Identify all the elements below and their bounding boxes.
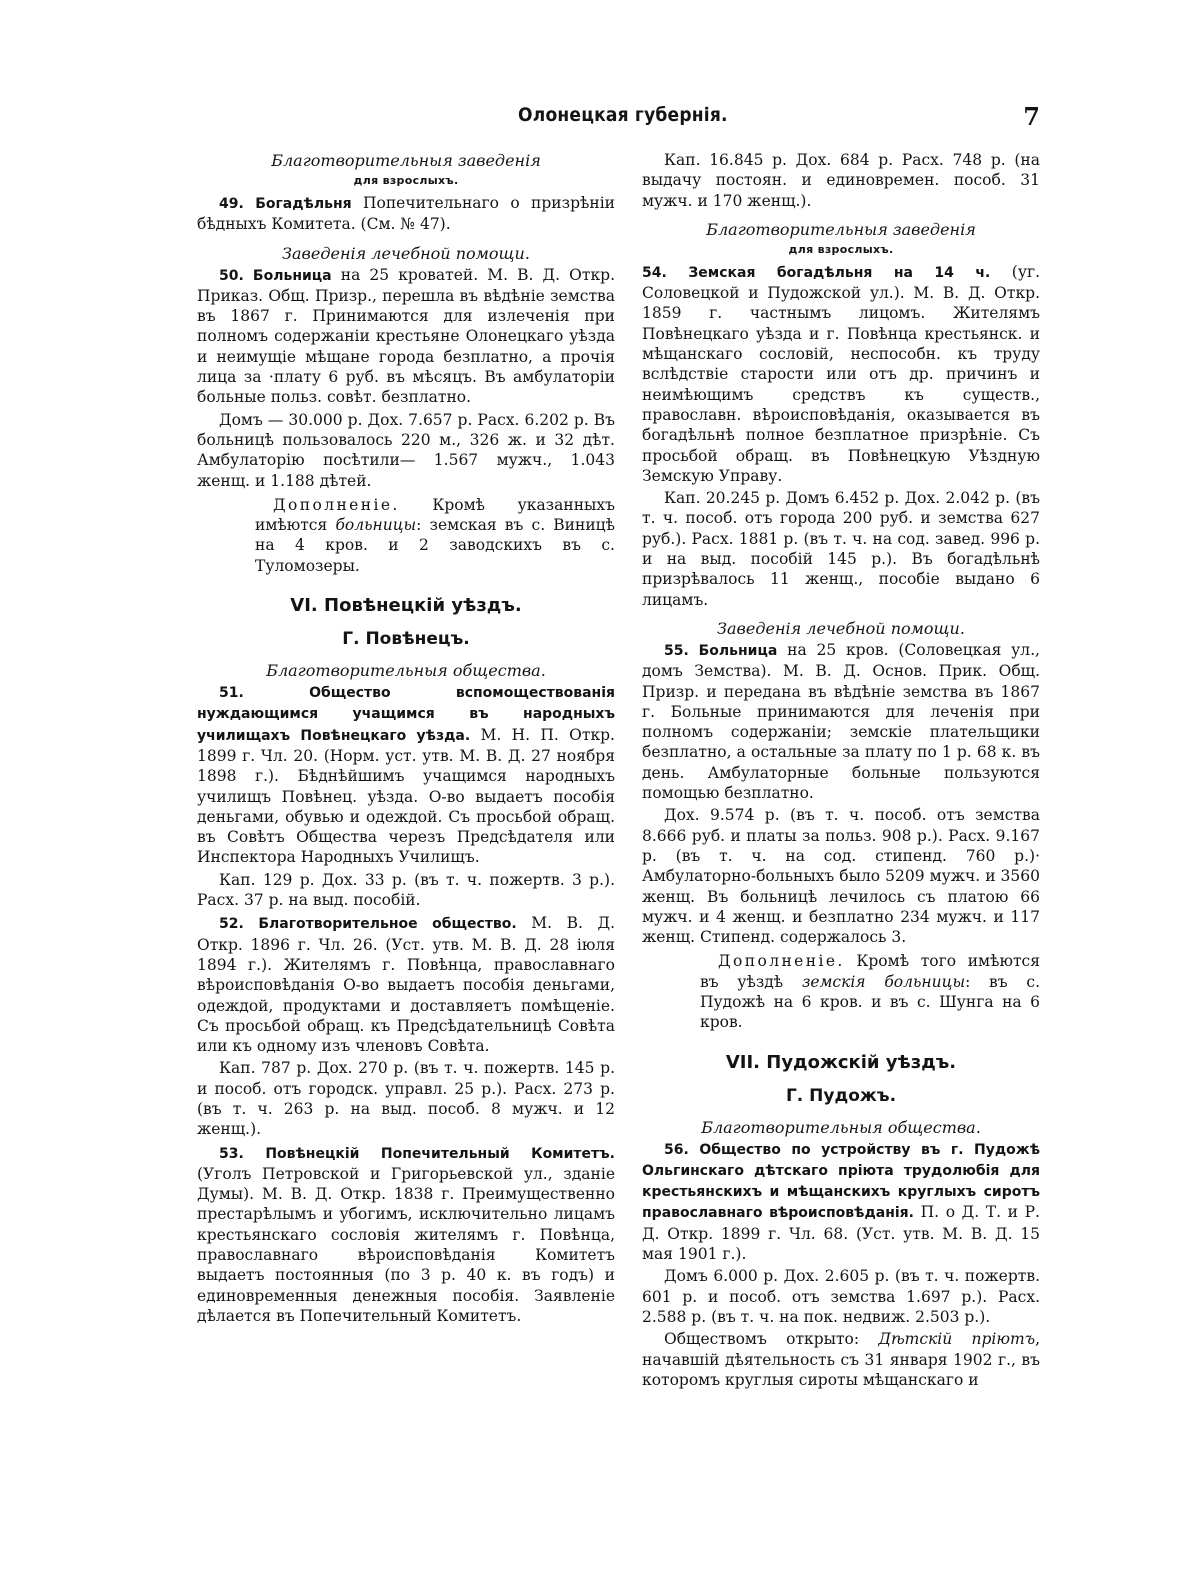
entry-finances: Кап. 20.245 р. Домъ 6.452 р. Дох. 2.042 р. (въ т. ч. пособ. отъ города 200 руб. и земства 627 руб.). Расх. 1881 р. (въ т. ч. на сод. завед. 996 р. и на выд. пособій 145 р.). Въ богадѣльнѣ призрѣвалось 11 женщ., пособіе выдано 6 лицамъ. — [642, 489, 1040, 609]
entry-finances: Кап. 129 р. Дох. 33 р. (въ т. ч. пожертв. 3 р.). Расх. 37 р. на выд. пособій. — [197, 870, 615, 910]
running-header — [200, 104, 1040, 136]
city-heading: Г. Пудожъ. — [785, 1085, 897, 1106]
section-subheading: для взрослыхъ. — [353, 174, 459, 187]
entry-finances: Домъ 6.000 р. Дох. 2.605 р. (въ т. ч. пожертв. 601 р. и пособ. отъ земства 1.697 р.). Расх. 2.588 р. (въ т. ч. на пок. недвиж. 2.503 р.). — [642, 1267, 1040, 1326]
entry-opened-institution — [642, 1329, 1040, 1390]
entry-number: 49. — [219, 196, 244, 212]
entry-text: (уг. Соловецкой и Пудожской ул.). М. В. Д. Откр. 1859 г. частнымъ лицомъ. Жителямъ Повѣнецкаго уѣзда и г. Повѣнца крестьянск. и мѣщанскаго сословій, неспособн. къ труду вслѣдствіе старости или отъ др. причинъ и неимѣющимъ средствъ къ существ., православн. вѣроисповѣданія, оказывается въ богадѣльнѣ полное безплатное призрѣніе. Съ просьбой обращ. въ Повѣнецкую Уѣздную Земскую Управу. — [642, 262, 1040, 485]
entry-name: Повѣнецкій Попечительный Комитетъ. — [265, 1145, 615, 1162]
section-heading: Благотворительныя заведенія — [271, 151, 541, 170]
addendum-italic: земскія больницы — [801, 972, 966, 991]
entry-finances: Дох. 9.574 р. (въ т. ч. пособ. отъ земства 8.666 руб. и платы за польз. 908 р.). Расх. 9.167 р. (въ т. ч. на сод. стипенд. 760 р.)· Амбулаторно-больныхъ было 5209 мужч. и 3560 женщ. Въ больницѣ лечилось съ платою 66 мужч. и 4 женщ. и безплатно 234 мужч. и 117 женщ. Стипенд. содержалось 3. — [642, 806, 1040, 947]
entry-55 — [642, 640, 1040, 803]
entry-name: Общество по устройству въ г. Пудожѣ Ольгинскаго дѣтскаго пріюта трудолюбія для крестьянскихъ и мѣщанскихъ круглыхъ сиротъ православнаго вѣроисповѣданія. — [642, 1141, 1040, 1222]
entry-name: Больница — [698, 642, 778, 659]
section-heading: Благотворительныя общества. — [266, 661, 546, 681]
entry-finances: Домъ — 30.000 р. Дох. 7.657 р. Расх. 6.202 р. Въ больницѣ пользовалось 220 м., 326 ж. и 32 дѣт. Амбулаторію посѣтили— 1.567 мужч., 1.043 женщ. и 1.188 дѣтей. — [197, 410, 615, 490]
entry-text: (Уголъ Петровской и Григорьевской ул., зданіе Думы). М. В. Д. Откр. 1838 г. Преимущественно престарѣлымъ и убогимъ, исключительно лицамъ крестьянскаго сословія жителямъ г. Повѣнца, православнаго вѣроисповѣданія Комитетъ выдаетъ постоянныя (по 3 р. 40 к. въ годъ) и единовременныя денежныя пособія. Заявленіе дѣлается въ Попечительный Комитетъ. — [197, 1164, 615, 1325]
entry-56 — [642, 1139, 1040, 1265]
section-heading: Заведенія лечебной помощи. — [282, 243, 530, 263]
addendum-text: : земская въ с. Виницѣ на 4 кров. и 2 заводскихъ въ с. Туломозеры. — [255, 516, 615, 575]
district-heading: VII. Пудожскій уѣздъ. — [725, 1051, 957, 1073]
section-heading: Заведенія лечебной помощи. — [717, 618, 965, 638]
page-number: 7 — [1023, 102, 1040, 131]
entry-49 — [197, 193, 615, 235]
entry-number: 52. — [219, 916, 244, 933]
entry-54 — [642, 262, 1040, 486]
entry-name: Больница — [252, 267, 332, 284]
section-heading: Благотворительныя общества. — [701, 1117, 981, 1137]
entry-text: М. В. Д. Откр. 1896 г. Чл. 26. (Уст. утв. М. В. Д. 28 іюля 1894 г.). Жителямъ г. Повѣнца, православнаго вѣроисповѣданія О-во выдаетъ пособія деньгами, одеждой, продуктами и доставляетъ помѣщеніе. Съ просьбой обращ. къ Предсѣдательницѣ Совѣта или къ одному изъ членовъ Совѣта. — [197, 914, 615, 1056]
city-heading: Г. Повѣнецъ. — [342, 629, 470, 650]
entry-finances: Кап. 787 р. Дох. 270 р. (въ т. ч. пожертв. 145 р. и пособ. отъ городск. управл. 25 р.). Расх. 273 р. (въ т. ч. 263 р. на выд. пособ. 8 мужч. и 12 женщ.). — [197, 1059, 615, 1139]
addendum-text: Кромѣ того имѣются въ уѣздѣ — [700, 952, 1040, 991]
entry-53 — [197, 1143, 615, 1327]
entry-number: 53. — [219, 1145, 244, 1162]
addendum-label: Дополненіе. — [718, 952, 845, 971]
opened-italic: Дѣтскій пріютъ — [878, 1330, 1036, 1349]
entry-addendum — [700, 951, 1040, 1032]
entry-name: Общество вспомоществованія нуждающимся учащимся въ народныхъ училищахъ Повѣнецкаго уѣзда. — [197, 685, 615, 744]
left-column — [197, 150, 615, 1326]
entry-52 — [197, 913, 615, 1056]
entry-number: 51. — [219, 685, 244, 702]
entry-text: М. Н. П. Откр. 1899 г. Чл. 20. (Норм. уст. утв. М. В. Д. 27 ноября 1898 г.). Бѣднѣйшимъ учащимся народныхъ училищъ Повѣнец. уѣзда. О-во выдаетъ пособія деньгами, обувью и одеждой. Съ просьбой обращ. въ Совѣтъ Общества черезъ Предсѣдателя или Инспектора Народныхъ Училищъ. — [197, 725, 615, 867]
entry-51 — [197, 682, 615, 868]
entry-text: на 25 кров. (Соловецкая ул., домъ Земства). М. В. Д. Основ. Прик. Общ. Призр. и передана въ вѣдѣніе земства въ 1867 г. Больные принимаются для леченія при полномъ содержаніи; земскіе плательщики безплатно, а остальные за плату по 1 р. 68 к. въ день. Амбулаторные больные пользуются помощью безплатно. — [642, 640, 1040, 803]
page-header-title: Олонецкая губернія. — [518, 104, 728, 126]
entry-name: Земская богадѣльня на 14 ч. — [688, 264, 991, 281]
section-subheading: для взрослыхъ. — [788, 242, 894, 256]
addendum-text: : въ с. Пудожѣ на 6 кров. и въ с. Шунга на 6 кров. — [700, 972, 1040, 1032]
entry-text: Попечительнаго о призрѣніи бѣдныхъ Комитета. (См. № 47). — [197, 194, 615, 234]
addendum-text: Кромѣ указанныхъ имѣются — [255, 495, 615, 535]
district-heading: VI. Повѣнецкій уѣздъ. — [290, 595, 522, 617]
right-column — [642, 150, 1040, 1390]
addendum-label: Дополненіе. — [273, 495, 400, 514]
entry-number: 56. — [664, 1141, 689, 1158]
entry-number: 54. — [642, 264, 667, 281]
entry-addendum — [255, 495, 615, 576]
opened-text: Обществомъ открыто: — [664, 1330, 860, 1349]
entry-text: на 25 кроватей. М. В. Д. Откр. Приказ. Общ. Призр., перешла въ вѣдѣніе земства въ 1867 г. Принимаются для излеченія при полномъ содержаніи крестьяне Олонецкаго уѣзда и неимущіе мѣщане города безплатно, а прочія лица за ·плату 6 руб. въ мѣсяцъ. Въ амбулаторіи больные польз. совѣт. безплатно. — [197, 265, 615, 407]
opened-text: , начавшій дѣятельность съ 31 января 1902 г., въ которомъ круглыя сироты мѣщанскаго и — [642, 1330, 1040, 1389]
addendum-italic: больницы — [335, 516, 417, 535]
entry-number: 55. — [664, 642, 689, 659]
entry-number: 50. — [219, 267, 244, 284]
entry-name: Благотворительное общество. — [258, 916, 517, 933]
section-heading: Благотворительныя заведенія — [706, 219, 976, 239]
entry-text: П. о Д. Т. и Р. Д. Откр. 1899 г. Чл. 68. (Уст. утв. М. В. Д. 15 мая 1901 г.). — [642, 1203, 1040, 1264]
entry-50 — [197, 265, 615, 408]
entry-name: Богадѣльня — [255, 196, 352, 212]
entry-53-continued: Кап. 16.845 р. Дох. 684 р. Расх. 748 р. (на выдачу постоян. и единовремен. пособ. 31 мужч. и 170 женщ.). — [642, 151, 1040, 210]
